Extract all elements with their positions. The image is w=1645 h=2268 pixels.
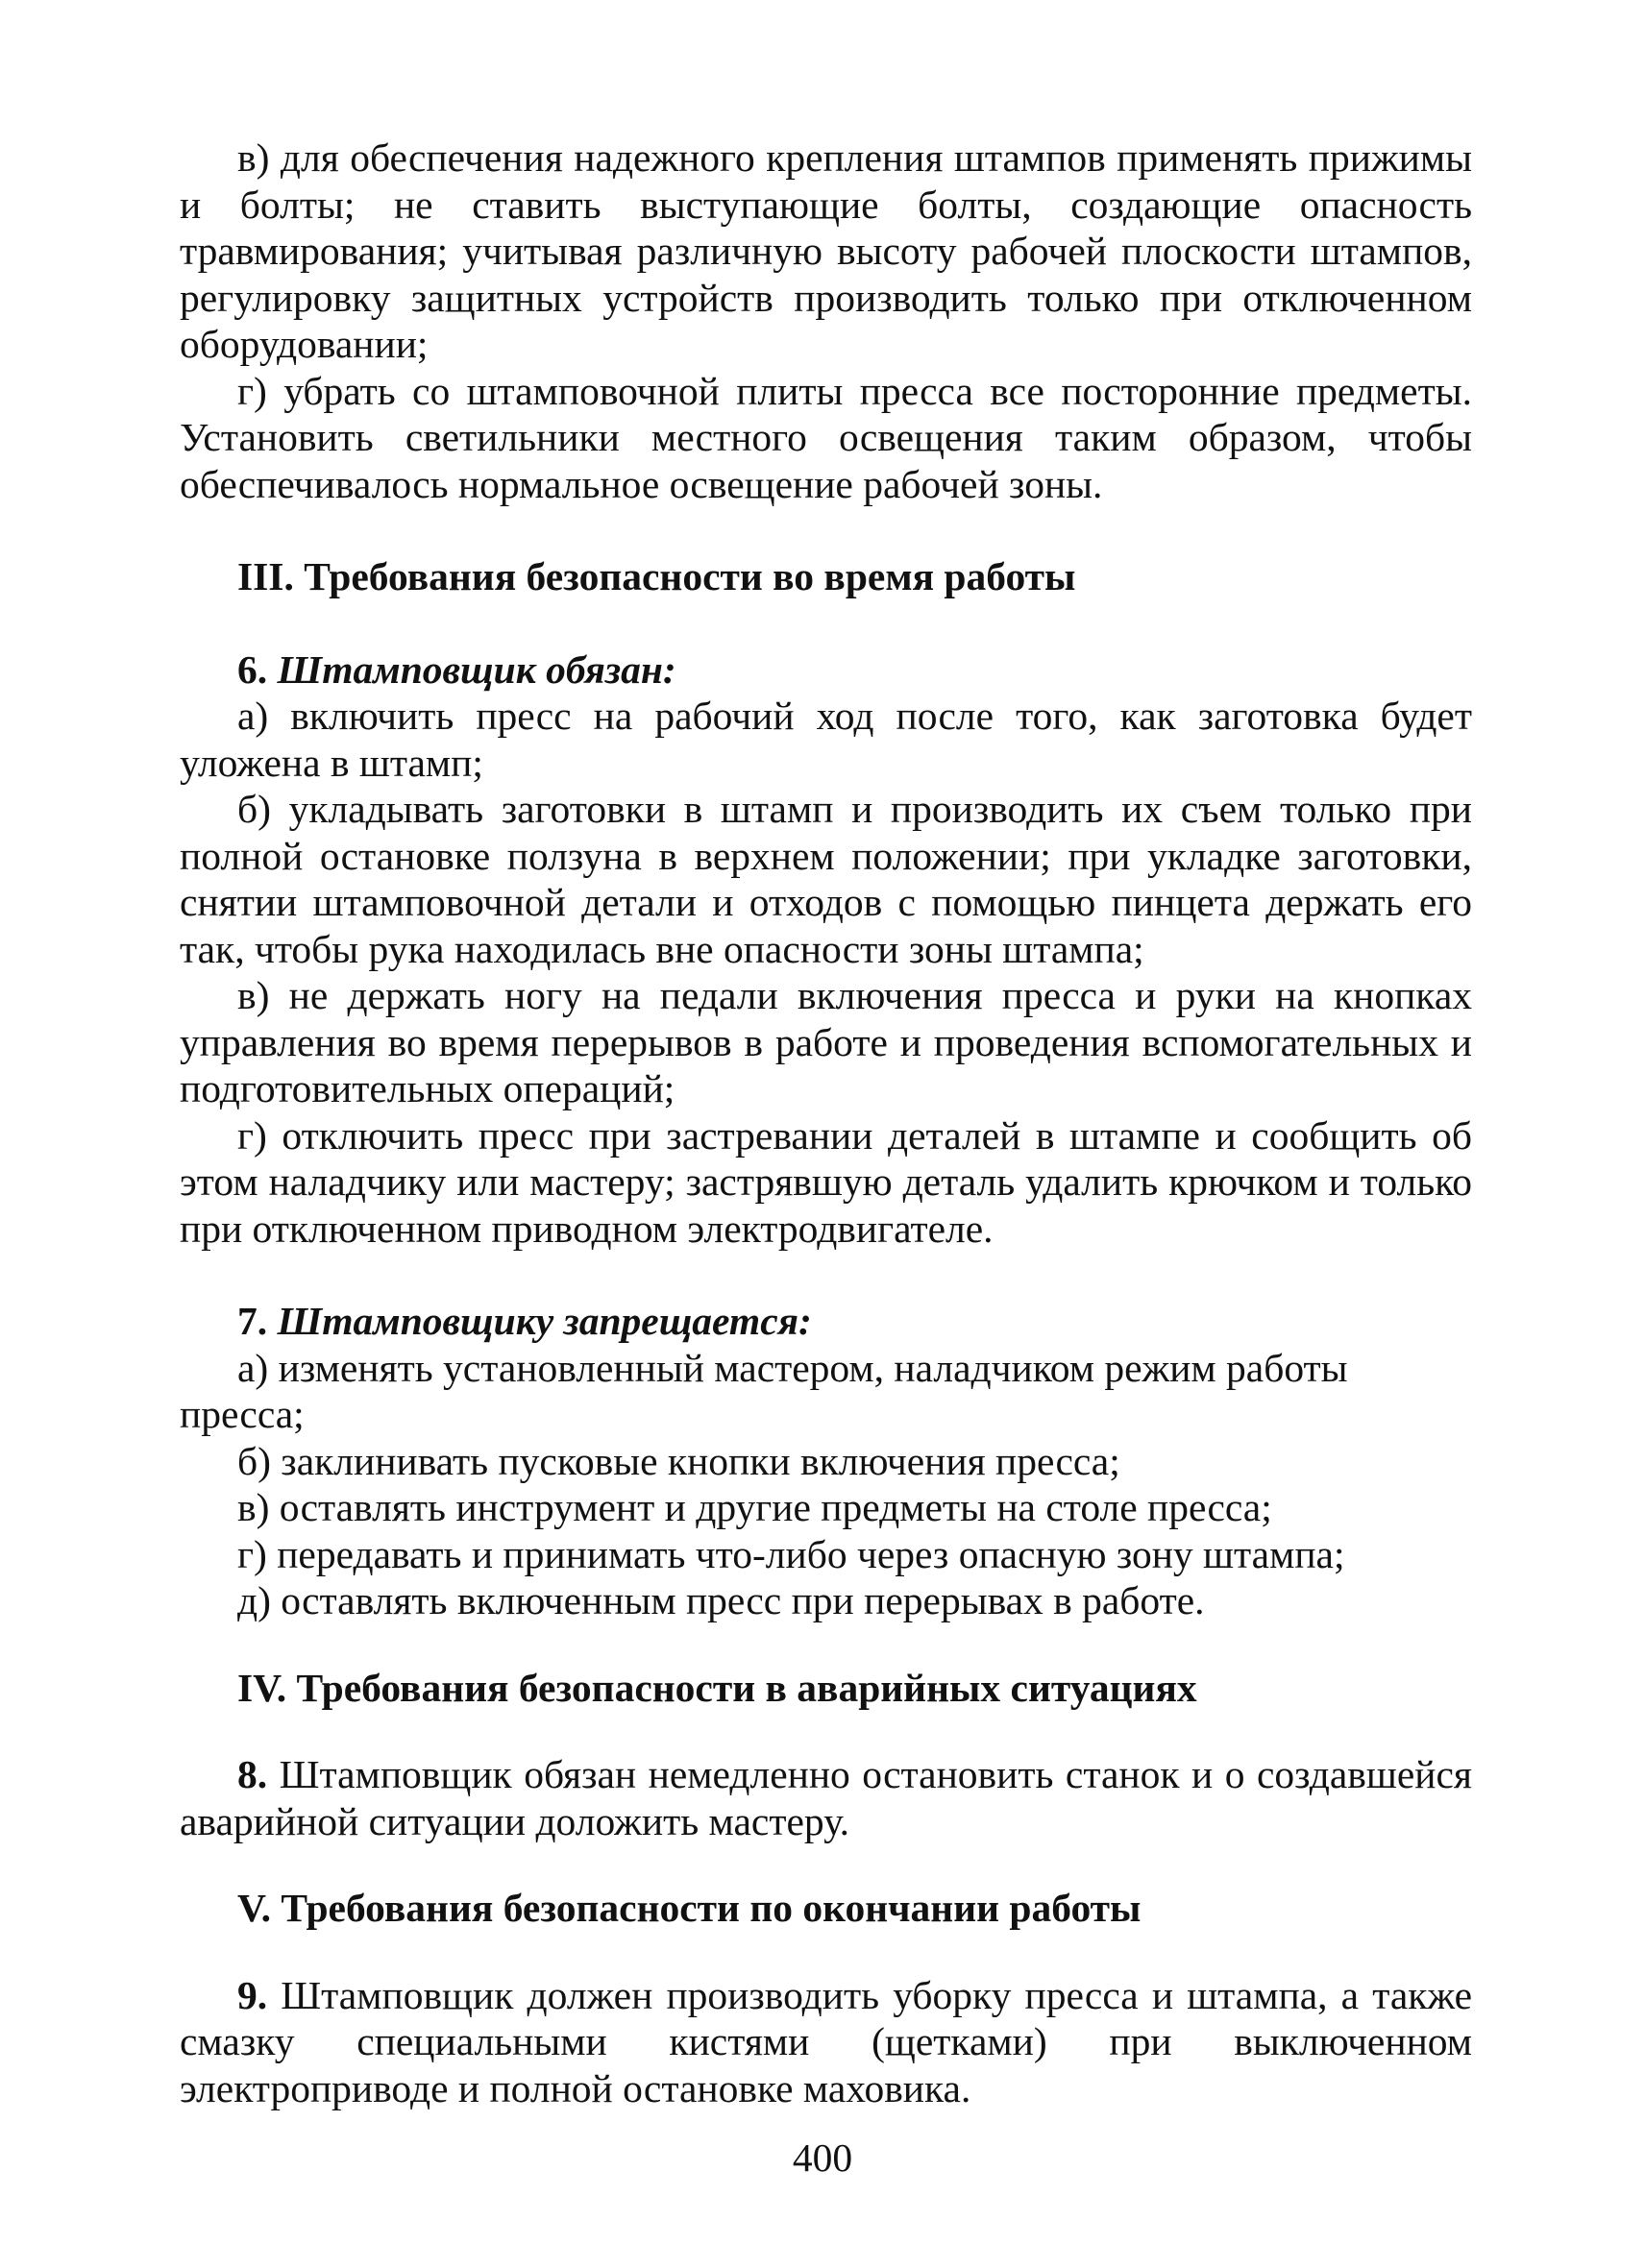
paragraph-intro-g: г) убрать со штамповочной плиты пресса все посторонние предметы. Установить светильники местного освещения таким образом, чтобы обеспечивалось нормальное освещение рабочей зоны. [180,368,1472,506]
section-3-heading: III. Требования безопасности во время работы [237,554,1076,598]
clause-7-title-text: Штамповщику запрещается: [277,1299,812,1343]
clause-6-title-text: Штамповщик обязан: [277,646,676,692]
clause-6-item-v: в) не держать ногу на педали включения пресса и руки на кнопках управления во время перерывов в работе и проведения вспомогательных и подготовительных операций; [180,973,1472,1110]
section-4-heading: IV. Требования безопасности в аварийных ситуациях [237,1665,1197,1710]
clause-6-item-g: г) отключить пресс при застревании деталей в штампе и сообщить об этом наладчику или мастеру; застрявшую деталь удалить крючком и только при отключенном приводном электродвигателе. [180,1112,1472,1251]
clause-7-item-v: в) оставлять инструмент и другие предметы на столе пресса; [237,1485,1272,1529]
clause-7-item-d: д) оставлять включенным пресс при перерывах в работе. [237,1578,1205,1622]
clause-7-item-b: б) заклинивать пусковые кнопки включения пресса; [237,1438,1120,1483]
clause-7-item-g: г) передавать и принимать что-либо через опасную зону штампа; [237,1531,1345,1576]
clause-9-number: 9. [237,1972,268,2017]
clause-9-text: Штамповщик должен производить уборку пресса и штампа, а также смазку специальными кистями (щетками) при выключенном электроприводе и полной остановке маховика. [180,1972,1473,2110]
clause-6-number: 6. [237,646,268,692]
clause-7-number: 7. [237,1299,268,1343]
clause-9 [180,1972,1472,2112]
clause-6-title [180,646,1472,694]
clause-8 [180,1751,1472,1844]
section-5-heading: V. Требования безопасности по окончании работы [237,1886,1142,1930]
clause-6-item-b: б) укладывать заготовки в штамп и производить их съем только при полной остановке ползуна в верхнем положении; при укладке заготовки, снятии штамповочной детали и отходов с помощью пинцета держать его так, чтобы рука находилась вне опасности зоны штампа; [180,787,1472,971]
clause-8-number: 8. [237,1752,268,1796]
page-number: 400 [792,2135,853,2180]
clause-7-title [180,1298,1472,1345]
paragraph-intro-v: в) для обеспечения надежного крепления штампов применять прижимы и болты; не ставить выступающие болты, создающие опасность травмирования; учитывая различную высоту рабочей плоскости штампов, регулировку защитных устройств производить только при отключенном оборудовании; [180,135,1472,366]
clause-8-text: Штамповщик обязан немедленно остановить станок и о создавшейся аварийной ситуации доложить мастеру. [180,1752,1472,1843]
clause-7-item-a: а) изменять установленный мастером, наладчиком режим работы пресса; [180,1345,1348,1436]
clause-6-item-a: а) включить пресс на рабочий ход после того, как заготовка будет уложена в штамп; [180,694,1472,785]
document-page [180,134,1472,2111]
